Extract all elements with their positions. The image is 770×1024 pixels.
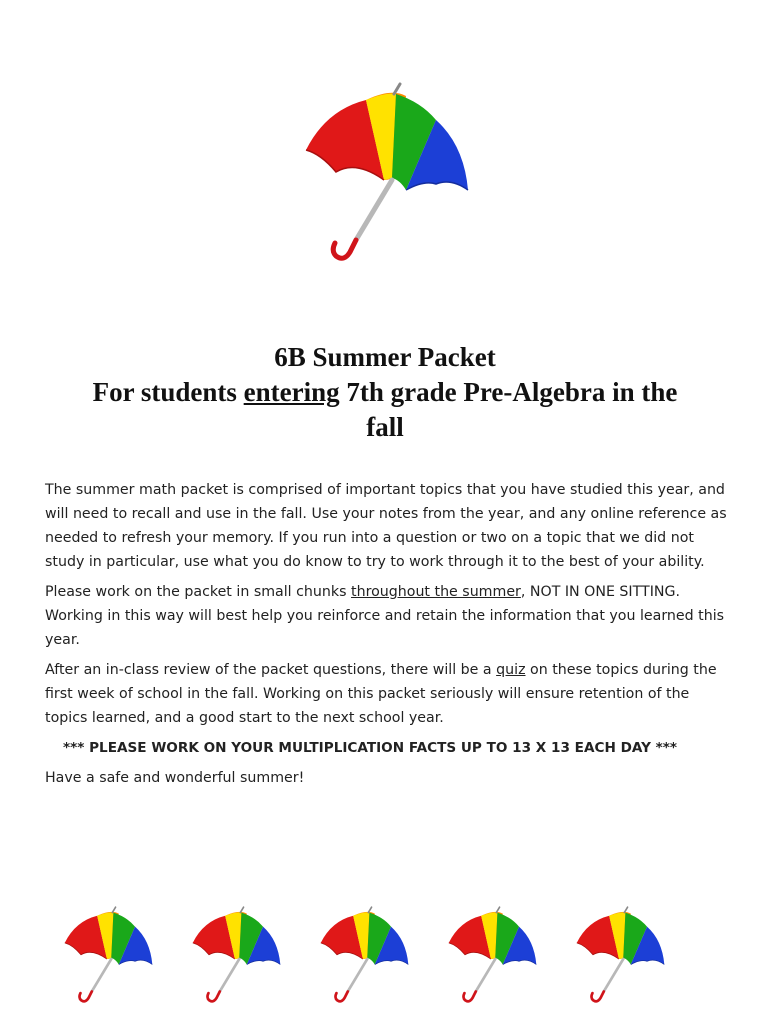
umbrella-icon <box>58 905 158 1005</box>
umbrella-icon <box>186 905 286 1005</box>
p2-post: , NOT IN ONE SITTING. Working in this way will best help you reinforce and retain the information that you learned this year. <box>45 584 725 648</box>
title-line-2-pre: For students <box>92 377 244 407</box>
title-line-1: 6B Summer Packet <box>274 342 496 372</box>
work-chunks-paragraph <box>45 580 735 652</box>
multiplication-callout: *** PLEASE WORK ON YOUR MULTIPLICATION FACTS UP TO 13 X 13 EACH DAY *** <box>63 740 677 756</box>
p3-pre: After an in-class review of the packet questions, there will be a <box>45 662 497 678</box>
intro-paragraph: The summer math packet is comprised of important topics that you have studied this year, and will need to recall and use in the fall. Use your notes from the year, and any online reference as needed to refresh your memory. If you run into a question or two on a topic that we did not study in particular, use what you do know to try to work through it to the best of your ability. <box>45 482 727 570</box>
umbrella-icon <box>314 905 414 1005</box>
title-line-2-post: 7th grade Pre-Algebra in the <box>339 377 678 407</box>
p3-emphasis-quiz: quiz <box>496 662 526 678</box>
p3-post: on these topics during the first week of school in the fall. Working on this packet seriously will ensure retention of the topics learned, and a good start to the next school year. <box>45 662 717 726</box>
closing-line: Have a safe and wonderful summer! <box>45 770 305 786</box>
title-line-3: fall <box>366 412 404 442</box>
title-line-2 <box>40 375 730 410</box>
umbrella-icon <box>570 905 670 1005</box>
body-text <box>45 478 735 796</box>
title-emphasis-entering: entering <box>243 377 340 407</box>
umbrella-icon <box>442 905 542 1005</box>
page-title <box>40 340 730 445</box>
p2-pre: Please work on the packet in small chunks <box>45 584 352 600</box>
quiz-paragraph <box>45 658 735 730</box>
umbrella-icon <box>296 80 476 265</box>
umbrella-row <box>58 905 678 1010</box>
p2-emphasis: throughout the summer <box>351 584 521 600</box>
